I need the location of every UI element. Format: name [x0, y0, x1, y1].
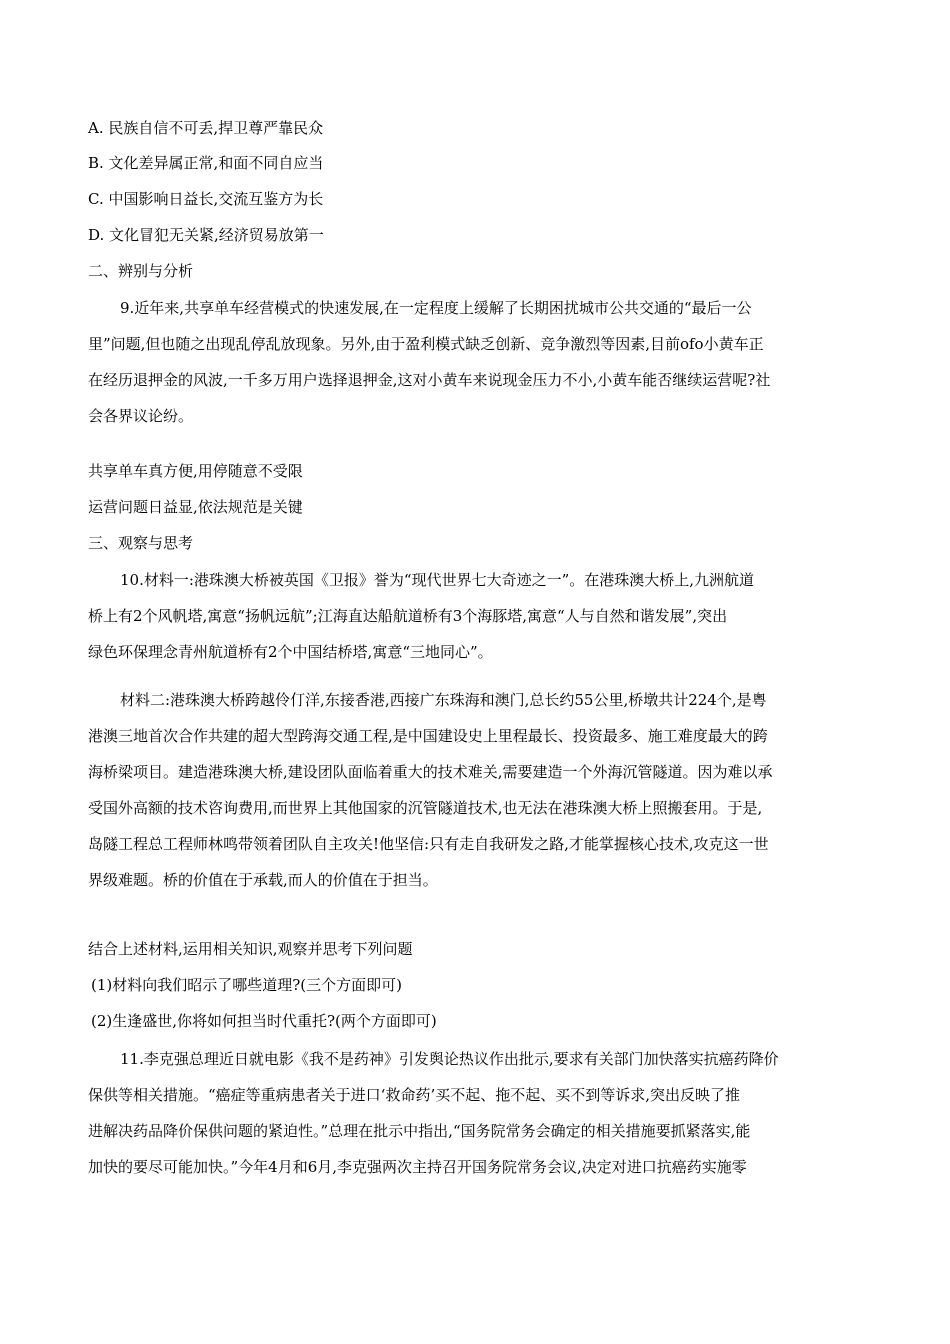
question-9-line: 在经历退押金的风波,一千多万用户选择退押金,这对小黄车来说现金压力不小,小黄车能否继续运营呢?社 — [88, 371, 771, 389]
material-2-line: 界级难题。桥的价值在于承载,而人的价值在于担当。 — [88, 871, 438, 889]
section-heading-2: 二、辨别与分析 — [88, 262, 194, 280]
sub-question-1: (1)材料向我们昭示了哪些道理?(三个方面即可) — [91, 976, 402, 994]
option-c: C. 中国影响日益长,交流互鉴方为长 — [88, 190, 324, 208]
question-11-line: 加快的要尽可能加快。”今年4月和6月,李克强两次主持召开国务院常务会议,决定对进口抗癌药实施零 — [88, 1158, 747, 1176]
material-2-line: 岛隧工程总工程师林鸣带领着团队自主攻关!他坚信:只有走自我研发之路,才能掌握核心技术,攻克这一世 — [88, 835, 769, 853]
question-11-line: 保供等相关措施。“癌症等重病患者关于进口‘救命药’买不起、拖不起、买不到等诉求,突出反映了推 — [88, 1086, 740, 1104]
question-9-line: 会各界议论纷。 — [88, 407, 194, 425]
question-9-paragraph — [88, 298, 863, 426]
material-2-line: 受国外高额的技术咨询费用,而世界上其他国家的沉管隧道技术,也无法在港珠澳大桥上照搬套用。于是, — [88, 799, 763, 817]
option-a: A. 民族自信不可丢,捍卫尊严靠民众 — [88, 119, 324, 137]
material-1-line: 绿色环保理念青州航道桥有2个中国结桥塔,寓意“三地同心”。 — [88, 643, 493, 661]
statement-2: 运营问题日益显,依法规范是关键 — [88, 498, 303, 516]
sub-question-2: (2)生逢盛世,你将如何担当时代重托?(两个方面即可) — [91, 1012, 437, 1030]
question-9-line: 9.近年来,共享单车经营模式的快速发展,在一定程度上缓解了长期困扰城市公共交通的“最后一公 — [120, 299, 752, 317]
statement-1: 共享单车真方便,用停随意不受限 — [88, 462, 303, 480]
material-1-line: 桥上有2个风帆塔,寓意“扬帆远航”;江海直达船航道桥有3个海豚塔,寓意“人与自然和谐发展”,突出 — [88, 607, 728, 625]
question-11-line: 11.李克强总理近日就电影《我不是药神》引发舆论热议作出批示,要求有关部门加快落实抗癌药降价 — [120, 1050, 779, 1068]
question-10-prompt: 结合上述材料,运用相关知识,观察并思考下列问题 — [88, 940, 413, 958]
section-heading-3: 三、观察与思考 — [88, 534, 194, 552]
option-b: B. 文化差异属正常,和面不同自应当 — [88, 154, 324, 172]
material-2-line: 材料二:港珠澳大桥跨越伶仃洋,东接香港,西接广东珠海和澳门,总长约55公里,桥墩共计224个,是粤 — [120, 691, 767, 709]
question-11-paragraph — [88, 1049, 863, 1177]
material-2-paragraph — [88, 690, 863, 890]
question-11-line: 进解决药品降价保供问题的紧迫性。”总理在批示中指出,“国务院常务会确定的相关措施要抓紧落实,能 — [88, 1122, 751, 1140]
option-d: D. 文化冒犯无关紧,经济贸易放第一 — [88, 226, 324, 244]
material-1-line: 10.材料一:港珠澳大桥被英国《卫报》誉为“现代世界七大奇迹之一”。在港珠澳大桥上,九洲航道 — [120, 571, 755, 589]
material-2-line: 港澳三地首次合作共建的超大型跨海交通工程,是中国建设史上里程最长、投资最多、施工难度最大的跨 — [88, 727, 768, 745]
material-2-line: 海桥梁项目。建造港珠澳大桥,建设团队面临着重大的技术难关,需要建造一个外海沉管隧道。因为难以承 — [88, 763, 773, 781]
material-1-paragraph — [88, 570, 863, 662]
question-9-line: 里”问题,但也随之出现乱停乱放现象。另外,由于盈利模式缺乏创新、竞争激烈等因素,目前ofo小黄车正 — [88, 335, 764, 353]
